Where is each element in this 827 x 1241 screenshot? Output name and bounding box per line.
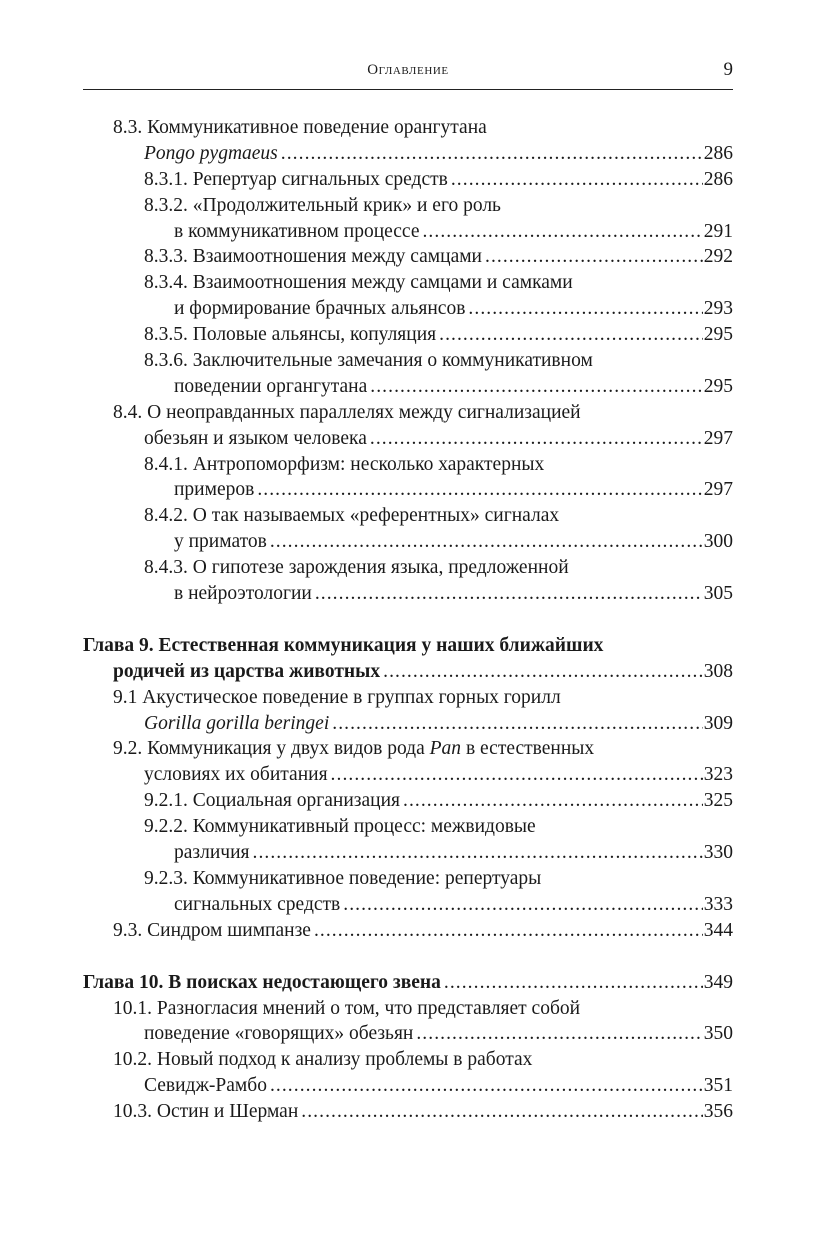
toc-entry-8-4-3-title: 8.4.3. О гипотезе зарождения языка, предложенной — [144, 557, 569, 579]
toc-entry-8-3-5[interactable]: 8.3.5. Половые альянсы, копуляция . . . 295 — [83, 322, 733, 348]
section-gap — [83, 944, 733, 970]
toc-page: 297 — [703, 427, 733, 449]
toc-entry-9-2[interactable]: условиях их обитания . . . 323 — [83, 762, 733, 788]
header-title: Оглавление — [367, 62, 449, 78]
toc-entry-10-2-title: 10.2. Новый подход к анализу проблемы в работах — [113, 1049, 533, 1071]
toc-entry-9-1[interactable]: Gorilla gorilla beringei . . . 309 — [83, 711, 733, 737]
running-header — [83, 59, 733, 90]
toc-entry-8-4-2[interactable]: у приматов . . . 300 — [83, 529, 733, 555]
toc-entry-9-2-2[interactable]: различия . . . 330 — [83, 840, 733, 866]
toc-page: 351 — [703, 1075, 733, 1097]
table-of-contents — [83, 115, 733, 1125]
toc-page: 295 — [703, 375, 733, 397]
toc-page: 349 — [703, 971, 733, 993]
toc-page: 286 — [703, 142, 733, 164]
toc-entry-8-4-title: 8.4. О неоправданных параллелях между сигнализацией — [113, 401, 581, 423]
toc-entry-8-4-1[interactable]: примеров . . . 297 — [83, 477, 733, 503]
toc-entry-10-1[interactable]: поведение «говорящих» обезьян . . . 350 — [83, 1021, 733, 1047]
toc-chapter-9-title: Глава 9. Естественная коммуникация у наших ближайших — [83, 634, 604, 656]
toc-entry-8-3-4-title: 8.3.4. Взаимоотношения между самцами и самками — [144, 272, 573, 294]
toc-entry-9-3[interactable]: 9.3. Синдром шимпанзе . . . 344 — [83, 918, 733, 944]
toc-page: 300 — [703, 531, 733, 553]
toc-entry-8-4-3[interactable]: в нейроэтологии . . . 305 — [83, 581, 733, 607]
toc-page: 350 — [703, 1023, 733, 1045]
toc-page: 330 — [703, 842, 733, 864]
toc-entry-8-3-3[interactable]: 8.3.3. Взаимоотношения между самцами . . . 292 — [83, 244, 733, 270]
toc-entry-9-2-3-title: 9.2.3. Коммуникативное поведение: репертуары — [144, 867, 542, 889]
toc-entry-8-4[interactable]: обезьян и языком человека . . . 297 — [83, 426, 733, 452]
toc-page: 356 — [703, 1101, 733, 1123]
toc-entry-9-1-title: 9.1 Акустическое поведение в группах горных горилл — [113, 686, 561, 708]
toc-entry-9-2-2-title: 9.2.2. Коммуникативный процесс: межвидовые — [144, 816, 536, 838]
toc-page: 323 — [703, 764, 733, 786]
toc-page: 292 — [703, 246, 733, 268]
toc-page: 305 — [703, 583, 733, 605]
toc-page: 325 — [703, 790, 733, 812]
toc-page: 286 — [703, 168, 733, 190]
toc-chapter-10[interactable]: Глава 10. В поисках недостающего звена . . . 349 — [83, 970, 733, 996]
toc-entry-9-2-title: 9.2. Коммуникация у двух видов рода Pan в естественных — [113, 738, 595, 760]
toc-entry-8-3-6[interactable]: поведении органгутана . . . 295 — [83, 374, 733, 400]
toc-entry-9-2-3[interactable]: сигнальных средств . . . 333 — [83, 892, 733, 918]
toc-entry-10-3[interactable]: 10.3. Остин и Шерман . . . 356 — [83, 1099, 733, 1125]
toc-entry-8-3[interactable]: Pongo pygmaeus . . . 286 — [83, 141, 733, 167]
toc-entry-10-2[interactable]: Севидж-Рамбо . . . 351 — [83, 1073, 733, 1099]
toc-entry-8-3-2-title: 8.3.2. «Продолжительный крик» и его роль — [144, 194, 501, 216]
toc-page: 293 — [703, 298, 733, 320]
toc-page: 333 — [703, 893, 733, 915]
toc-entry-8-3-4[interactable]: и формирование брачных альянсов . . . 293 — [83, 296, 733, 322]
toc-page: 297 — [703, 479, 733, 501]
toc-page: 308 — [703, 660, 733, 682]
section-gap — [83, 607, 733, 633]
toc-entry-10-1-title: 10.1. Разногласия мнений о том, что представляет собой — [113, 997, 581, 1019]
toc-entry-8-3-2[interactable]: в коммуникативном процессе . . . 291 — [83, 219, 733, 245]
toc-entry-8-3-6-title: 8.3.6. Заключительные замечания о коммуникативном — [144, 350, 593, 372]
toc-entry-8-4-2-title: 8.4.2. О так называемых «референтных» сигналах — [144, 505, 560, 527]
toc-page: 295 — [703, 324, 733, 346]
toc-page: 309 — [703, 712, 733, 734]
toc-chapter-9[interactable]: родичей из царства животных . . . 308 — [83, 659, 733, 685]
toc-entry-9-2-1[interactable]: 9.2.1. Социальная организация . . . 325 — [83, 788, 733, 814]
toc-page: 291 — [703, 220, 733, 242]
toc-entry-8-3-1[interactable]: 8.3.1. Репертуар сигнальных средств . . . 286 — [83, 167, 733, 193]
toc-entry-8-4-1-title: 8.4.1. Антропоморфизм: несколько характерных — [144, 453, 545, 475]
page-number: 9 — [723, 59, 733, 80]
toc-entry-8-3-title: 8.3. Коммуникативное поведение орангутана — [113, 117, 487, 138]
toc-page: 344 — [703, 919, 733, 941]
